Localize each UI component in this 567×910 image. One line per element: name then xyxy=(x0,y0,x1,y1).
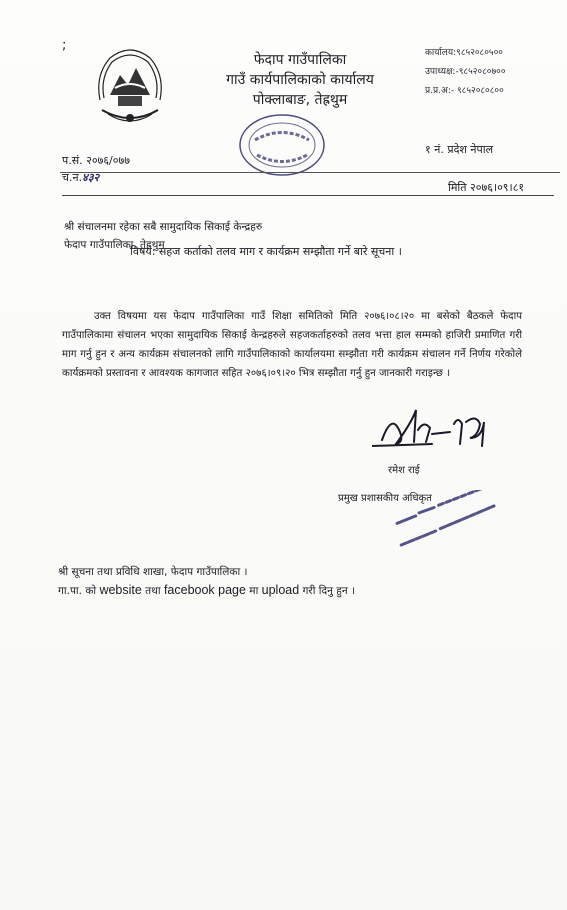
margin-mark: ; xyxy=(62,38,67,53)
copy-to-block xyxy=(58,563,355,600)
cc-line-2-part-e: मा xyxy=(245,585,262,597)
recipient-line-1: श्री संचालनमा रहेका सबै सामुदायिक सिकाई केन्द्रहरु xyxy=(64,221,263,233)
cc-website-word: website xyxy=(99,583,142,597)
round-stamp xyxy=(235,110,330,180)
signer-title: प्रमुख प्रशासकीय अधिकृत xyxy=(338,493,432,504)
header-divider-lower xyxy=(62,195,554,196)
subject-line: विषय: सहज कर्ताको तलव माग र कार्यक्रम सम्झौता गर्ने बारे सूचना । xyxy=(130,245,402,258)
cc-line-1: श्री सूचना तथा प्रविधि शाखा, फेदाप गाउँपालिका । xyxy=(58,566,248,578)
office-subtitle: गाउँ कार्यपालिकाको कार्यालय xyxy=(226,72,374,88)
body-paragraph: उक्त विषयमा यस फेदाप गाउँपालिका गाउँ शिक्षा समितिको मिति २०७६।०८।२० मा बसेको बैठकले फेदाप गाउँपालिकामा संचालन भएका सामुदायिक सिकाई केन्द्रहरुले सहजकर्ताहरुको तलव भत्ता हाल सम्मको हाजिरी प्रमाणित गरी माग गर्नु हुन र अन्य कार्यक्रम संचालनको लागि गाउँपालिकाको कार्यालयमा सम्झौता गरी कार्यक्रम संचालन गर्ने निर्णय गरेकोले कार्यक्रमको प्रस्तावना र आवश्यक कागजात सहित २०७६।०९।२० भित्र सम्झौता गर्नु हुन जानकारी गराइन्छ । xyxy=(62,311,522,379)
header-divider xyxy=(60,172,560,173)
office-place: पोक्लाबाङ, तेह्रथुम xyxy=(252,92,348,108)
cc-line-2-part-g: गरी दिनु हुन । xyxy=(299,585,355,597)
cc-line-2-part-c: तथा xyxy=(141,585,164,597)
cc-facebook-word: facebook page xyxy=(163,583,246,597)
cc-line-2 xyxy=(58,581,355,600)
recipient-line-2: फेदाप गाउँपालिका, तेह्रथुम xyxy=(64,239,165,251)
dispatch-number-label: च.नं. xyxy=(62,171,83,184)
province-label: १ नं. प्रदेश नेपाल xyxy=(425,143,494,156)
letter-date: मिति २०७६।०९।८१ xyxy=(448,181,525,194)
fiscal-reference: प.सं. २०७६/०७७ xyxy=(62,154,130,167)
office-name: फेदाप गाउँपालिका xyxy=(253,52,347,68)
contact-office: कार्यालय:९८५२०८०५०० xyxy=(425,48,503,58)
dispatch-number-value: ४३२ xyxy=(82,171,100,184)
government-emblem-icon xyxy=(90,40,170,135)
contact-cao: प्र.प्र.अ:- ९८५२०८०८०० xyxy=(425,86,504,96)
office-heading xyxy=(200,50,400,110)
reference-numbers xyxy=(62,152,130,186)
signer-name: रमेश राई xyxy=(388,465,420,476)
contact-numbers xyxy=(425,44,560,101)
officer-stamp xyxy=(388,490,503,550)
contact-vice-chair: उपाध्यक्ष:-९८५२०८०७०० xyxy=(425,67,506,77)
cc-upload-word: upload xyxy=(261,583,300,597)
handwritten-signature xyxy=(372,402,492,457)
cc-line-2-part-a: गा.पा. को xyxy=(58,585,100,597)
